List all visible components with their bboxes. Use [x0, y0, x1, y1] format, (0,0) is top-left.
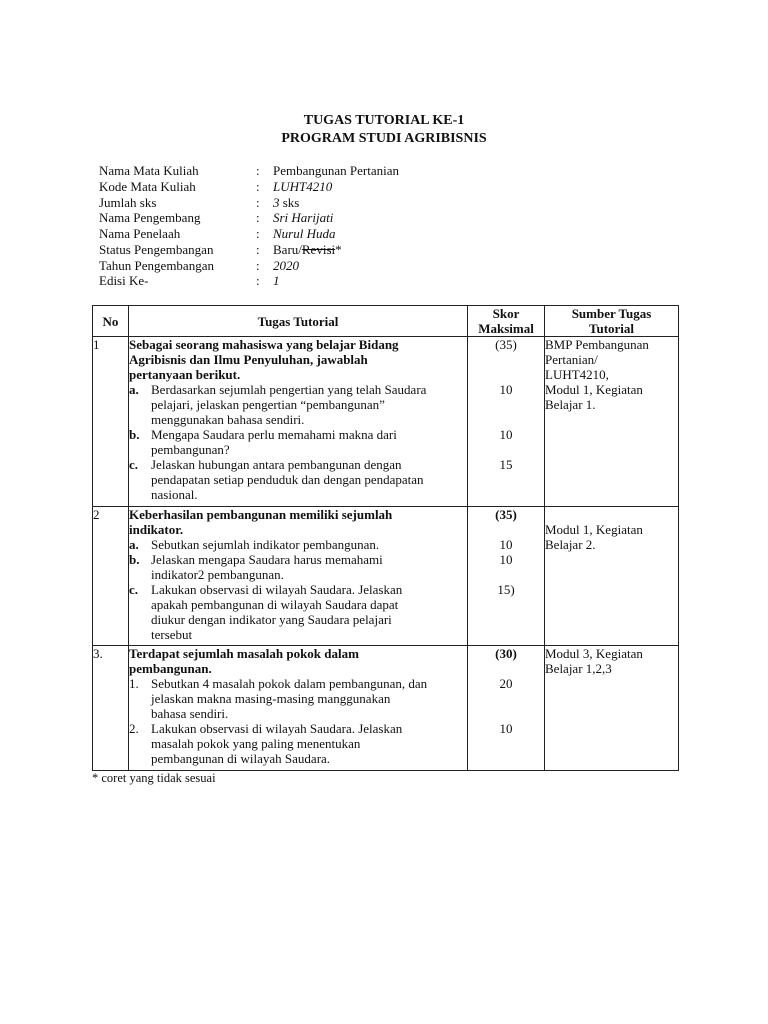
item-score: 10	[499, 552, 513, 567]
spacer	[468, 352, 544, 367]
list-item	[129, 382, 467, 427]
text-line: diukur dengan indikator yang Saudara pelajari	[151, 612, 392, 627]
text-line: Sebutkan sejumlah indikator pembangunan.	[151, 537, 380, 552]
list-item	[129, 721, 467, 766]
task-cell	[129, 646, 468, 771]
score-cell	[468, 507, 545, 646]
spacer	[468, 412, 544, 427]
score-cell	[468, 337, 545, 507]
item-marker: a.	[129, 382, 139, 397]
table-row	[93, 507, 679, 646]
status-struck-value: Revisi	[301, 241, 336, 257]
text-line: Belajar 1,2,3	[545, 661, 612, 676]
row-number: 2	[93, 507, 129, 646]
text-line: jelaskan makna masing-masing manggunakan	[151, 691, 391, 706]
text-line: BMP Pembangunan	[545, 337, 649, 352]
source-cell	[545, 337, 679, 507]
text-line: Belajar 1.	[545, 397, 596, 412]
question-heading	[129, 646, 467, 676]
spacer	[468, 442, 544, 457]
meta-colon: :	[256, 210, 260, 226]
item-marker: a.	[129, 537, 139, 552]
item-marker: c.	[129, 457, 139, 472]
text-line: Mengapa Saudara perlu memahami makna dari	[151, 427, 397, 442]
item-marker: c.	[129, 582, 139, 597]
item-marker: b.	[129, 427, 140, 442]
text-line: Modul 1, Kegiatan	[545, 382, 643, 397]
source-cell	[545, 507, 679, 646]
item-score: 20	[499, 676, 513, 691]
status-suffix: *	[335, 241, 342, 257]
header-source-line: Tutorial	[588, 321, 635, 336]
text-line: Jelaskan hubungan antara pembangunan dengan	[151, 457, 402, 472]
text-line: pembangunan?	[151, 442, 230, 457]
header-score-line: Maksimal	[478, 321, 534, 336]
list-item	[129, 676, 467, 721]
spacer	[468, 691, 544, 706]
text-line: tersebut	[151, 627, 193, 642]
meta-value	[273, 242, 342, 257]
task-cell	[129, 337, 468, 507]
meta-value: 3 sks	[273, 194, 300, 210]
list-item	[129, 537, 467, 552]
spacer	[468, 367, 544, 382]
meta-value: Pembangunan Pertanian	[273, 163, 399, 178]
item-marker: 2.	[129, 721, 139, 736]
text-line: Modul 3, Kegiatan	[545, 646, 643, 661]
meta-value: 1	[273, 273, 280, 289]
text-line: bahasa sendiri.	[151, 706, 229, 721]
text-line: indikator2 pembangunan.	[151, 567, 284, 582]
table-row	[93, 646, 679, 771]
text-line: Keberhasilan pembangunan memiliki sejumlah	[129, 507, 393, 522]
header-score-line: Skor	[492, 306, 520, 321]
list-item	[129, 427, 467, 457]
meta-colon: :	[256, 226, 260, 241]
credits-number: 3	[273, 194, 280, 210]
item-score: 10	[499, 721, 513, 736]
row-number: 3.	[93, 646, 129, 771]
header-task: Tugas Tutorial	[129, 306, 468, 337]
spacer	[545, 507, 678, 522]
item-score: 15)	[497, 582, 515, 597]
meta-label: Tahun Pengembangan	[99, 257, 214, 273]
header-no: No	[93, 306, 129, 337]
item-score: 10	[499, 382, 513, 397]
spacer	[468, 661, 544, 676]
text-line: menggunakan bahasa sendiri.	[151, 412, 305, 427]
meta-value: Sri Harijati	[273, 210, 334, 226]
spacer	[468, 706, 544, 721]
text-line: pertanyaan berikut.	[129, 367, 241, 382]
meta-label: Nama Penelaah	[99, 226, 181, 241]
total-score: (35)	[495, 507, 517, 522]
meta-colon: :	[256, 194, 260, 210]
header-source	[545, 306, 679, 337]
meta-colon: :	[256, 178, 260, 194]
task-cell	[129, 507, 468, 646]
list-item	[129, 457, 467, 502]
question-heading	[129, 507, 467, 537]
row-number: 1	[93, 337, 129, 507]
table-header-row	[93, 306, 679, 337]
text-line: LUHT4210,	[545, 367, 609, 382]
meta-colon: :	[256, 163, 260, 178]
tutorial-table	[92, 305, 679, 771]
text-line: indikator.	[129, 522, 184, 537]
text-line: Modul 1, Kegiatan	[545, 522, 643, 537]
meta-label: Kode Mata Kuliah	[99, 178, 196, 194]
document-subtitle: PROGRAM STUDI AGRIBISNIS	[281, 131, 487, 146]
meta-value: LUHT4210	[273, 178, 333, 194]
header-source-line: Sumber Tugas	[571, 306, 652, 321]
text-line: nasional.	[151, 487, 198, 502]
status-value: Baru/	[273, 241, 302, 257]
meta-label: Status Pengembangan	[99, 241, 214, 257]
text-line: Jelaskan mengapa Saudara harus memahami	[151, 552, 383, 567]
text-line: Agribisnis dan Ilmu Penyuluhan, jawablah	[129, 352, 368, 367]
score-cell	[468, 646, 545, 771]
meta-label: Nama Pengembang	[99, 210, 201, 226]
total-score: (30)	[495, 646, 517, 661]
list-item	[129, 582, 467, 642]
total-score: (35)	[495, 337, 517, 352]
text-line: Terdapat sejumlah masalah pokok dalam	[129, 646, 359, 661]
list-item	[129, 552, 467, 582]
source-cell	[545, 646, 679, 771]
document-title: TUGAS TUTORIAL KE-1	[303, 113, 465, 128]
text-line: Belajar 2.	[545, 537, 596, 552]
item-marker: b.	[129, 552, 140, 567]
meta-label: Edisi Ke-	[99, 273, 149, 289]
text-line: apakah pembangunan di wilayah Saudara dapat	[151, 597, 399, 612]
text-line: Sebutkan 4 masalah pokok dalam pembangunan, dan	[151, 676, 428, 691]
meta-colon: :	[256, 241, 260, 257]
spacer	[468, 397, 544, 412]
text-line: Berdasarkan sejumlah pengertian yang telah Saudara	[151, 382, 427, 397]
text-line: masalah pokok yang paling menentukan	[151, 736, 361, 751]
text-line: Sebagai seorang mahasiswa yang belajar Bidang	[129, 337, 399, 352]
text-line: pelajari, jelaskan pengertian “pembangunan”	[151, 397, 385, 412]
text-line: pembangunan.	[129, 661, 212, 676]
spacer	[468, 567, 544, 582]
table-row	[93, 337, 679, 507]
text-line: pendapatan setiap penduduk dan dengan pendapatan	[151, 472, 424, 487]
text-line: Lakukan observasi di wilayah Saudara. Jelaskan	[151, 721, 403, 736]
item-score: 15	[499, 457, 513, 472]
meta-value: Nurul Huda	[273, 226, 336, 241]
meta-label: Nama Mata Kuliah	[99, 163, 199, 178]
question-heading	[129, 337, 467, 382]
item-score: 10	[499, 537, 513, 552]
spacer	[468, 522, 544, 537]
meta-label: Jumlah sks	[99, 194, 157, 210]
footnote: * coret yang tidak sesuai	[92, 771, 216, 785]
text-line: pembangunan di wilayah Saudara.	[151, 751, 331, 766]
item-score: 10	[499, 427, 513, 442]
meta-value: 2020	[273, 257, 299, 273]
item-marker: 1.	[129, 676, 139, 691]
meta-colon: :	[256, 257, 260, 273]
meta-colon: :	[256, 273, 260, 289]
header-score	[468, 306, 545, 337]
text-line: Lakukan observasi di wilayah Saudara. Jelaskan	[151, 582, 403, 597]
text-line: Pertanian/	[545, 352, 598, 367]
